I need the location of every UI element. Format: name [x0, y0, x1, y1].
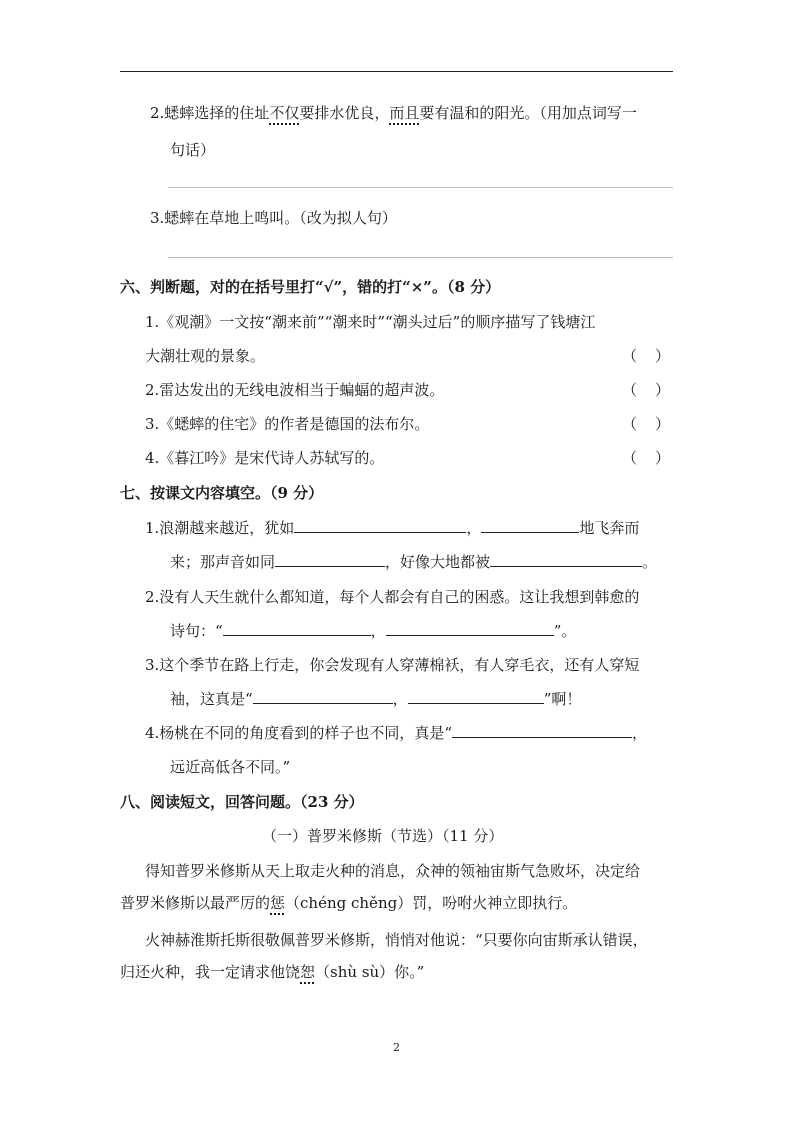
answer-bracket[interactable]: （ ） — [622, 415, 671, 433]
dotted-char-shu: 恕 — [300, 963, 316, 981]
s6-question-1: 1.《观潮》一文按“潮来前”“潮来时”“潮头过后”的顺序描写了钱塘江 — [145, 313, 596, 331]
s7-question-4-line2: 远近高低各不同。” — [170, 758, 291, 776]
fill-blank[interactable] — [481, 518, 579, 533]
header-rule — [120, 71, 673, 72]
passage-subtitle: （一）普罗米修斯（节选）（11 分） — [262, 827, 504, 845]
s6-question-3: 3.《蟋蟀的住宅》的作者是德国的法布尔。 — [145, 415, 430, 433]
s7-question-2-line2: 诗句：“ ， ”。 — [170, 622, 577, 640]
q2-text: 要有温和的阳光。（用加点词写一 — [419, 104, 637, 122]
section-6-title: 六、判断题，对的在括号里打“√”，错的打“×”。（8 分） — [120, 278, 501, 296]
s6-question-2: 2.雷达发出的无线电波相当于蝙蝠的超声波。 — [145, 381, 445, 399]
s7-question-1-line2: 来；那声音如同 ，好像大地都被 。 — [170, 553, 658, 571]
fill-blank[interactable] — [253, 689, 393, 704]
dotted-word-erqie: 而且 — [389, 104, 420, 122]
fill-blank[interactable] — [408, 689, 544, 704]
passage-paragraph-1-line2: 普罗米修斯以最严厉的惩（chéng chěng）罚，吩咐火神立即执行。 — [120, 894, 578, 912]
s7-question-1: 1.浪潮越来越近，犹如 ， 地飞奔而 — [145, 519, 640, 537]
passage-paragraph-1: 得知普罗米修斯从天上取走火种的消息，众神的领袖宙斯气急败坏，决定给 — [145, 862, 641, 880]
q2-text: 要排水优良， — [299, 104, 390, 122]
dotted-word-buqin: 不仅 — [269, 104, 300, 122]
passage-paragraph-2: 火神赫淮斯托斯很敬佩普罗米修斯，悄悄对他说：“只要你向宙斯承认错误， — [145, 931, 648, 949]
fill-blank[interactable] — [294, 518, 466, 533]
q2-text: 2.蟋蟀选择的住址 — [150, 104, 270, 122]
s5-question-2 — [150, 103, 637, 123]
fill-blank[interactable] — [452, 723, 632, 738]
page-number: 2 — [393, 1041, 400, 1054]
section-7-title: 七、按课文内容填空。（9 分） — [120, 484, 324, 502]
s7-question-2: 2.没有人天生就什么都知道，每个人都会有自己的困惑。这让我想到韩愈的 — [145, 588, 640, 606]
fill-blank[interactable] — [386, 621, 554, 636]
fill-blank[interactable] — [490, 552, 642, 567]
section-8-title: 八、阅读短文，回答问题。（23 分） — [120, 793, 364, 811]
s5-question-3: 3.蟋蟀在草地上鸣叫。（改为拟人句） — [150, 209, 397, 227]
s7-question-3: 3.这个季节在路上行走，你会发现有人穿薄棉袄，有人穿毛衣，还有人穿短 — [145, 656, 640, 674]
s7-question-4: 4.杨桃在不同的角度看到的样子也不同，真是“ ， — [145, 724, 647, 742]
s6-question-1-line2: 大潮壮观的景象。 — [145, 347, 266, 365]
answer-bracket[interactable]: （ ） — [622, 449, 671, 467]
s5-question-2-line2: 句话） — [170, 141, 216, 159]
s6-question-4: 4.《暮江吟》是宋代诗人苏轼写的。 — [145, 449, 385, 467]
dotted-char-cheng: 惩 — [270, 894, 286, 912]
answer-bracket[interactable]: （ ） — [622, 347, 671, 365]
answer-line[interactable] — [168, 257, 673, 258]
passage-paragraph-2-line2: 归还火种，我一定请求他饶恕（shù sù）你。” — [120, 963, 425, 981]
answer-line[interactable] — [168, 187, 673, 188]
fill-blank[interactable] — [275, 552, 385, 567]
fill-blank[interactable] — [223, 621, 371, 636]
answer-bracket[interactable]: （ ） — [622, 381, 671, 399]
s7-question-3-line2: 袖，这真是“ ， ”啊！ — [170, 690, 582, 708]
